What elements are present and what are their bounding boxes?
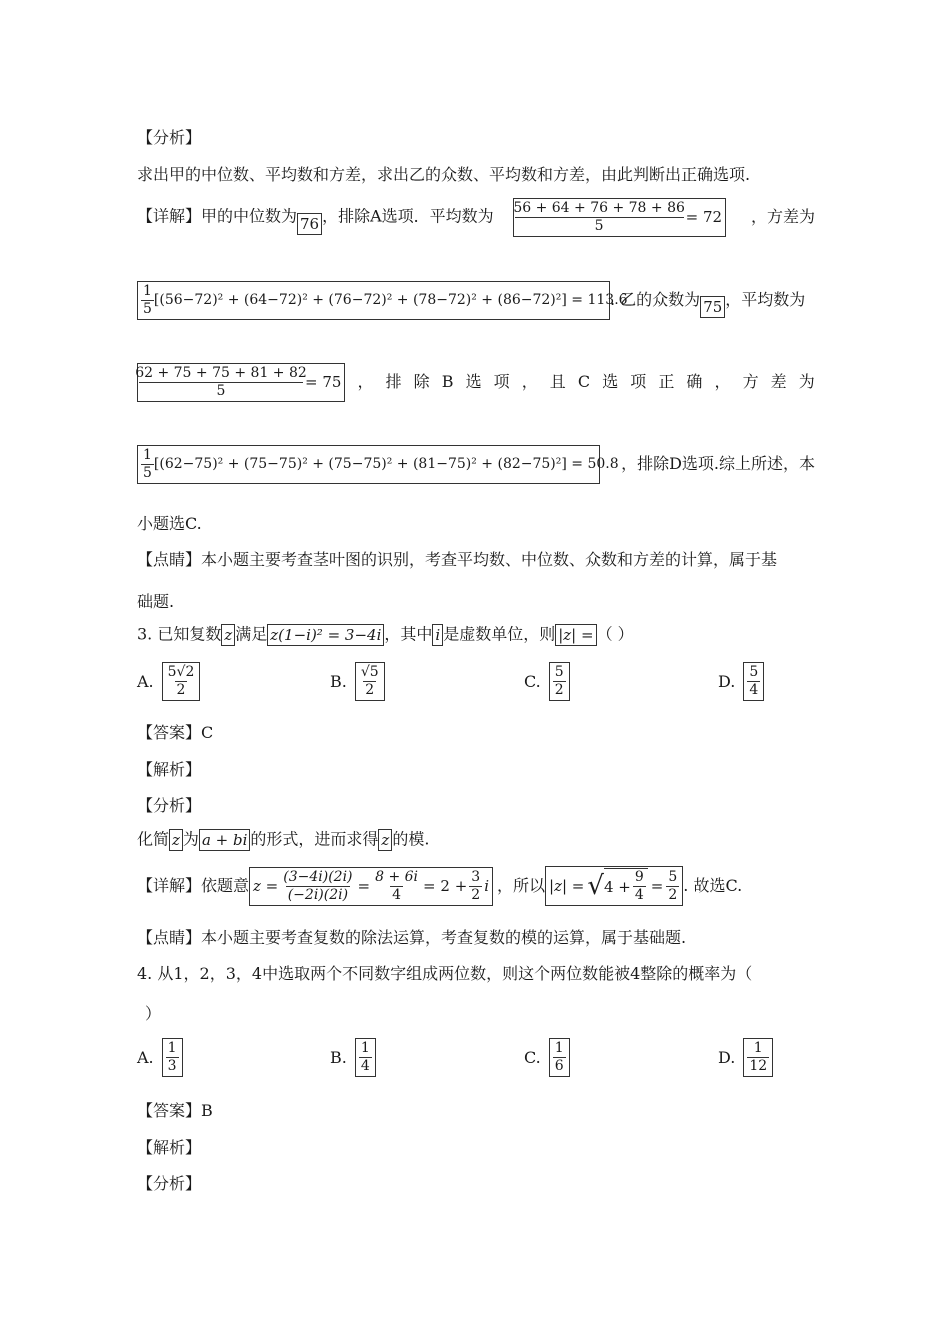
q3-option-a: A. $\frac{5√2}{2}$ xyxy=(137,662,200,701)
detail-text-a3: ，方差为 xyxy=(750,207,815,226)
q4-option-a: A. $\frac{1}{3}$ xyxy=(137,1038,183,1077)
mode-75: 75 xyxy=(700,296,725,318)
detail-c-9: 选 xyxy=(602,372,619,391)
q3-analysis-heading: 【分析】 xyxy=(137,796,202,815)
comment-line-2: 础题. xyxy=(137,592,175,611)
question-3: 3. 已知复数 z 满足 z(1−i)² = 3−4i ，其中 i 是虚数单位，则 |z| = （ ） xyxy=(137,624,634,644)
q4-analysis-heading: 【分析】 xyxy=(137,1174,202,1193)
question-4-line-1: 4. 从1，2，3，4中选取两个不同数字组成两位数，则这个两位数能被4整除的概率为（ xyxy=(137,964,753,983)
detail-line-5: 小题选C. xyxy=(137,514,202,533)
comment-line-1: 【点睛】本小题主要考查茎叶图的识别，考查平均数、中位数、众数和方差的计算，属于基 xyxy=(137,550,778,569)
detail-c-15: 差 xyxy=(770,372,787,391)
q3-detail: 【详解】依题意 z = $\frac{(3-4i)(2i)}{(-2i)(2i)}$ = $\frac{8 + 6i}{4}$ = 2 + $\frac{3}{2}$ i ，所以 |z| = √ 4 + $\frac{9}{4}$ = $\frac{5}{2}$ . 故选C. xyxy=(137,864,815,908)
analysis-text: 求出甲的中位数、平均数和方差，求出乙的众数、平均数和方差，由此判断出正确选项. xyxy=(137,165,751,184)
q3-detail-formula-2: |z| = √ 4 + $\frac{9}{4}$ = $\frac{5}{2}$ xyxy=(545,866,683,906)
q4-solution-heading: 【解析】 xyxy=(137,1138,202,1157)
q4-option-b: B. $\frac{1}{4}$ xyxy=(330,1038,376,1077)
q3-answer: 【答案】C xyxy=(137,723,214,742)
q4-option-d: D. $\frac{1}{12}$ xyxy=(718,1038,773,1077)
median-76: 76 xyxy=(297,213,322,235)
detail-c-11: 正 xyxy=(658,372,675,391)
detail-line-1 xyxy=(137,197,815,237)
detail-c-0: ， xyxy=(357,372,374,391)
q3-analysis-text: 化简 z 为 a + bi 的形式，进而求得 z 的模. xyxy=(137,829,430,849)
q4-answer: 【答案】B xyxy=(137,1101,213,1120)
detail-c-7: 且 xyxy=(549,372,566,391)
q3-option-c: C. $\frac{5}{2}$ xyxy=(524,662,570,701)
detail-c-3: B xyxy=(441,372,454,391)
detail-line-2: $\frac{1}{5}$ [(56−72)² + (64−72)² + (76−72)² + (78−72)² + (86−72)²] = 113.6 . 乙的众数为 75 ，平均数为 xyxy=(137,280,827,320)
detail-c-12: 确 xyxy=(686,372,703,391)
q3-option-b: B. $\frac{√5}{2}$ xyxy=(330,662,385,701)
q3-option-d: D. $\frac{5}{4}$ xyxy=(718,662,764,701)
detail-c-16: 为 xyxy=(798,372,815,391)
detail-line-4: $\frac{1}{5}$ [(62−75)² + (75−75)² + (75−75)² + (81−75)² + (82−75)²] = 50.8 ，排除D选项.综上所述，本 xyxy=(137,444,815,484)
detail-c-2: 除 xyxy=(413,372,430,391)
detail-c-10: 项 xyxy=(630,372,647,391)
analysis-heading: 【分析】 xyxy=(137,128,202,147)
q3-detail-formula-1: z = $\frac{(3-4i)(2i)}{(-2i)(2i)}$ = $\frac{8 + 6i}{4}$ = 2 + $\frac{3}{2}$ i xyxy=(249,867,493,906)
detail-c-1: 排 xyxy=(385,372,402,391)
detail-c-14: 方 xyxy=(742,372,759,391)
detail-c-4: 选 xyxy=(465,372,482,391)
mean-yi-formula: $\frac{62 + 75 + 75 + 81 + 82}{5}$ = 75 xyxy=(137,363,345,402)
detail-c-8: C xyxy=(577,372,591,391)
q3-solution-heading: 【解析】 xyxy=(137,760,202,779)
detail-c-5: 项 xyxy=(493,372,510,391)
detail-text-a: 【详解】甲的中位数为 76 ，排除A选项．平均数为 xyxy=(137,206,494,233)
variance-jia-formula: $\frac{1}{5}$ [(56−72)² + (64−72)² + (76−72)² + (78−72)² + (86−72)²] = 113.6 xyxy=(137,281,610,320)
q4-option-c: C. $\frac{1}{6}$ xyxy=(524,1038,570,1077)
detail-line-3 xyxy=(137,362,815,402)
detail-c-6: ， xyxy=(521,372,538,391)
mean-jia-formula: $\frac{56 + 64 + 76 + 78 + 86}{5}$ = 72 xyxy=(513,198,726,237)
question-4-line-2: ） xyxy=(145,1004,162,1023)
q3-comment: 【点睛】本小题主要考查复数的除法运算，考查复数的模的运算，属于基础题. xyxy=(137,928,687,947)
variance-yi-formula: $\frac{1}{5}$ [(62−75)² + (75−75)² + (75−75)² + (81−75)² + (82−75)²] = 50.8 xyxy=(137,445,600,484)
detail-c-13: ， xyxy=(714,372,731,391)
